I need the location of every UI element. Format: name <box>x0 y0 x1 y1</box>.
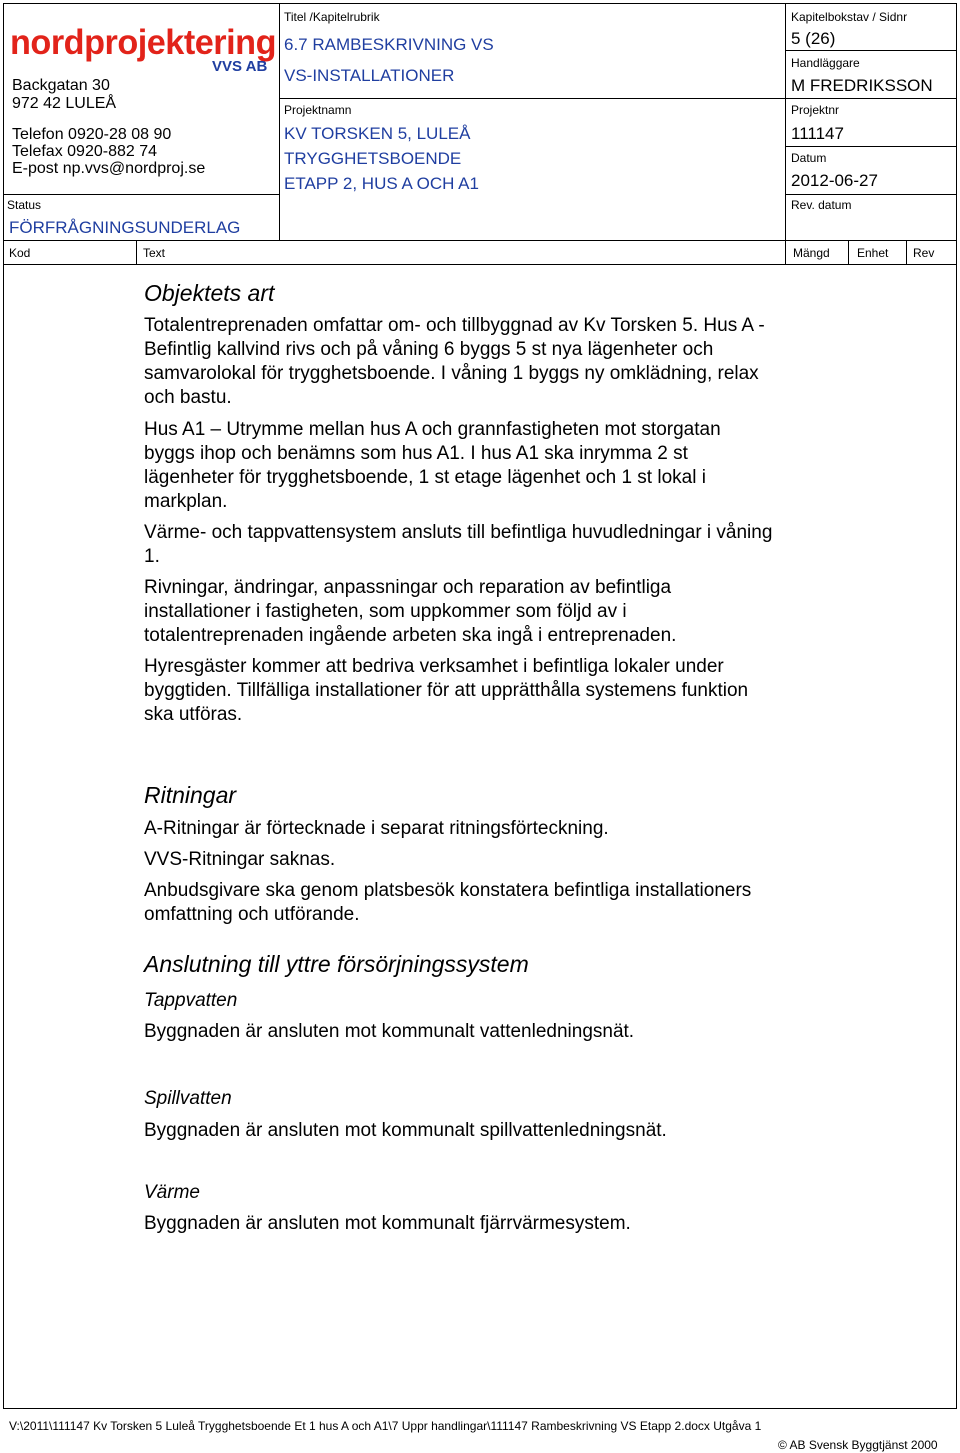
status-value: FÖRFRÅGNINGSUNDERLAG <box>9 218 241 237</box>
paragraph-scope: Totalentreprenaden omfattar om- och tillbyggnad av Kv Torsken 5. Hus A - Befintlig kallvind rivs och på våning 6 byggs 5 st nya lägenheter och samvarolokal för trygghetsboende. I våning 1 byggs ny omklädning, relax och bastu. <box>144 315 765 408</box>
rule-mid-title <box>279 98 785 99</box>
heading-ritningar: Ritningar <box>144 782 237 808</box>
header-divider-2 <box>785 3 786 241</box>
col-sep-kod <box>136 240 137 264</box>
footer-path: V:\2011\111147 Kv Torsken 5 Luleå Trygghetsboende Et 1 hus A och A1\7 Uppr handlingar\111147 Rambeskrivning VS Etapp 2.docx Utgåva 1 <box>9 1419 762 1433</box>
project-line-3: ETAPP 2, HUS A OCH A1 <box>284 174 479 193</box>
col-sep-enhet <box>906 240 907 264</box>
rule-right-projnr <box>785 146 957 147</box>
col-rev: Rev <box>913 246 935 260</box>
paragraph-systems: Värme- och tappvattensystem ansluts till befintliga huvudledningar i våning 1. <box>144 522 773 567</box>
title-label: Titel /Kapitelrubrik <box>284 10 380 24</box>
footer-copyright <box>778 1438 938 1452</box>
project-name-label: Projektnamn <box>284 103 352 117</box>
page-value: 5 (26) <box>791 29 836 48</box>
project-line-1: KV TORSKEN 5, LULEÅ <box>284 124 471 143</box>
spillvatten-text: Byggnaden är ansluten mot kommunalt spillvattenledningsnät. <box>144 1120 667 1141</box>
date-value: 2012-06-27 <box>791 171 878 190</box>
handler-value: M FREDRIKSSON <box>791 76 933 95</box>
ritningar-vvs: VVS-Ritningar saknas. <box>144 849 336 870</box>
handler-label: Handläggare <box>791 56 860 70</box>
revdate-label: Rev. datum <box>791 198 852 212</box>
frame-bottom <box>3 1408 957 1409</box>
page-label: Kapitelbokstav / Sidnr <box>791 10 908 24</box>
col-kod: Kod <box>9 246 31 260</box>
rule-columns-bottom <box>3 264 957 265</box>
frame-top <box>3 3 957 4</box>
rule-right-page <box>785 50 957 51</box>
paragraph-demolition: Rivningar, ändringar, anpassningar och reparation av befintliga installationer i fastigheten, som uppkommer som följd av i totalentreprenaden ingående arbeten ska ingå i entreprenaden. <box>144 577 677 646</box>
tappvatten-text: Byggnaden är ansluten mot kommunalt vattenledningsnät. <box>144 1021 635 1042</box>
logo-subtitle: VVS AB <box>212 58 268 75</box>
heading-anslutning: Anslutning till yttre försörjningssystem <box>144 951 529 977</box>
date-label: Datum <box>791 151 827 165</box>
address-line-1: Backgatan 30 <box>12 77 110 94</box>
copyright-text: AB Svensk Byggtjänst 2000 <box>789 1438 938 1452</box>
col-enhet: Enhet <box>857 246 889 260</box>
heading-varme: Värme <box>144 1182 200 1203</box>
frame-left <box>3 3 4 1409</box>
heading-tappvatten: Tappvatten <box>144 990 238 1011</box>
heading-objektets-art: Objektets art <box>144 280 275 306</box>
paragraph-tenants: Hyresgäster kommer att bedriva verksamhet i befintliga lokaler under byggtiden. Tillfälliga installationer för att upprätthålla systemens funktion ska utföras. <box>144 656 749 725</box>
fax: Telefax 0920-882 74 <box>12 143 157 160</box>
phone: Telefon 0920-28 08 90 <box>12 126 172 143</box>
col-mangd: Mängd <box>793 246 830 260</box>
ritningar-a: A-Ritningar är förtecknade i separat ritningsförteckning. <box>144 818 609 839</box>
title-line-2: VS-INSTALLATIONER <box>284 66 455 85</box>
col-text: Text <box>143 246 166 260</box>
company-logo <box>8 24 280 76</box>
rule-header-bottom <box>3 240 957 241</box>
status-label: Status <box>7 198 42 212</box>
frame-right <box>956 3 957 1409</box>
col-sep-text <box>785 240 786 264</box>
logo-svg <box>8 24 280 76</box>
rule-right-handler <box>785 98 957 99</box>
projnr-value: 111147 <box>791 124 844 143</box>
title-line-1: 6.7 RAMBESKRIVNING VS <box>284 35 494 54</box>
rule-left-status <box>3 194 279 195</box>
ritningar-anbud: Anbudsgivare ska genom platsbesök konstatera befintliga installationers omfattning och utförande. <box>144 880 752 925</box>
logo-wordmark: nordprojektering <box>10 24 276 62</box>
varme-text: Byggnaden är ansluten mot kommunalt fjärrvärmesystem. <box>144 1213 631 1234</box>
col-sep-mangd <box>848 240 849 264</box>
paragraph-hus-a1: Hus A1 – Utrymme mellan hus A och grannfastigheten mot storgatan byggs ihop och benämns som hus A1. I hus A1 ska inrymma 2 st lägenheter för trygghetsboende, 1 st etage lägenhet och 1 st lokal i markplan. <box>144 419 721 512</box>
rule-right-date <box>785 194 957 195</box>
project-line-2: TRYGGHETSBOENDE <box>284 149 462 168</box>
address-line-2: 972 42 LULEÅ <box>12 95 117 112</box>
projnr-label: Projektnr <box>791 103 840 117</box>
copyright-icon: © <box>778 1438 787 1452</box>
email: E-post np.vvs@nordproj.se <box>12 160 206 177</box>
heading-spillvatten: Spillvatten <box>144 1088 232 1109</box>
